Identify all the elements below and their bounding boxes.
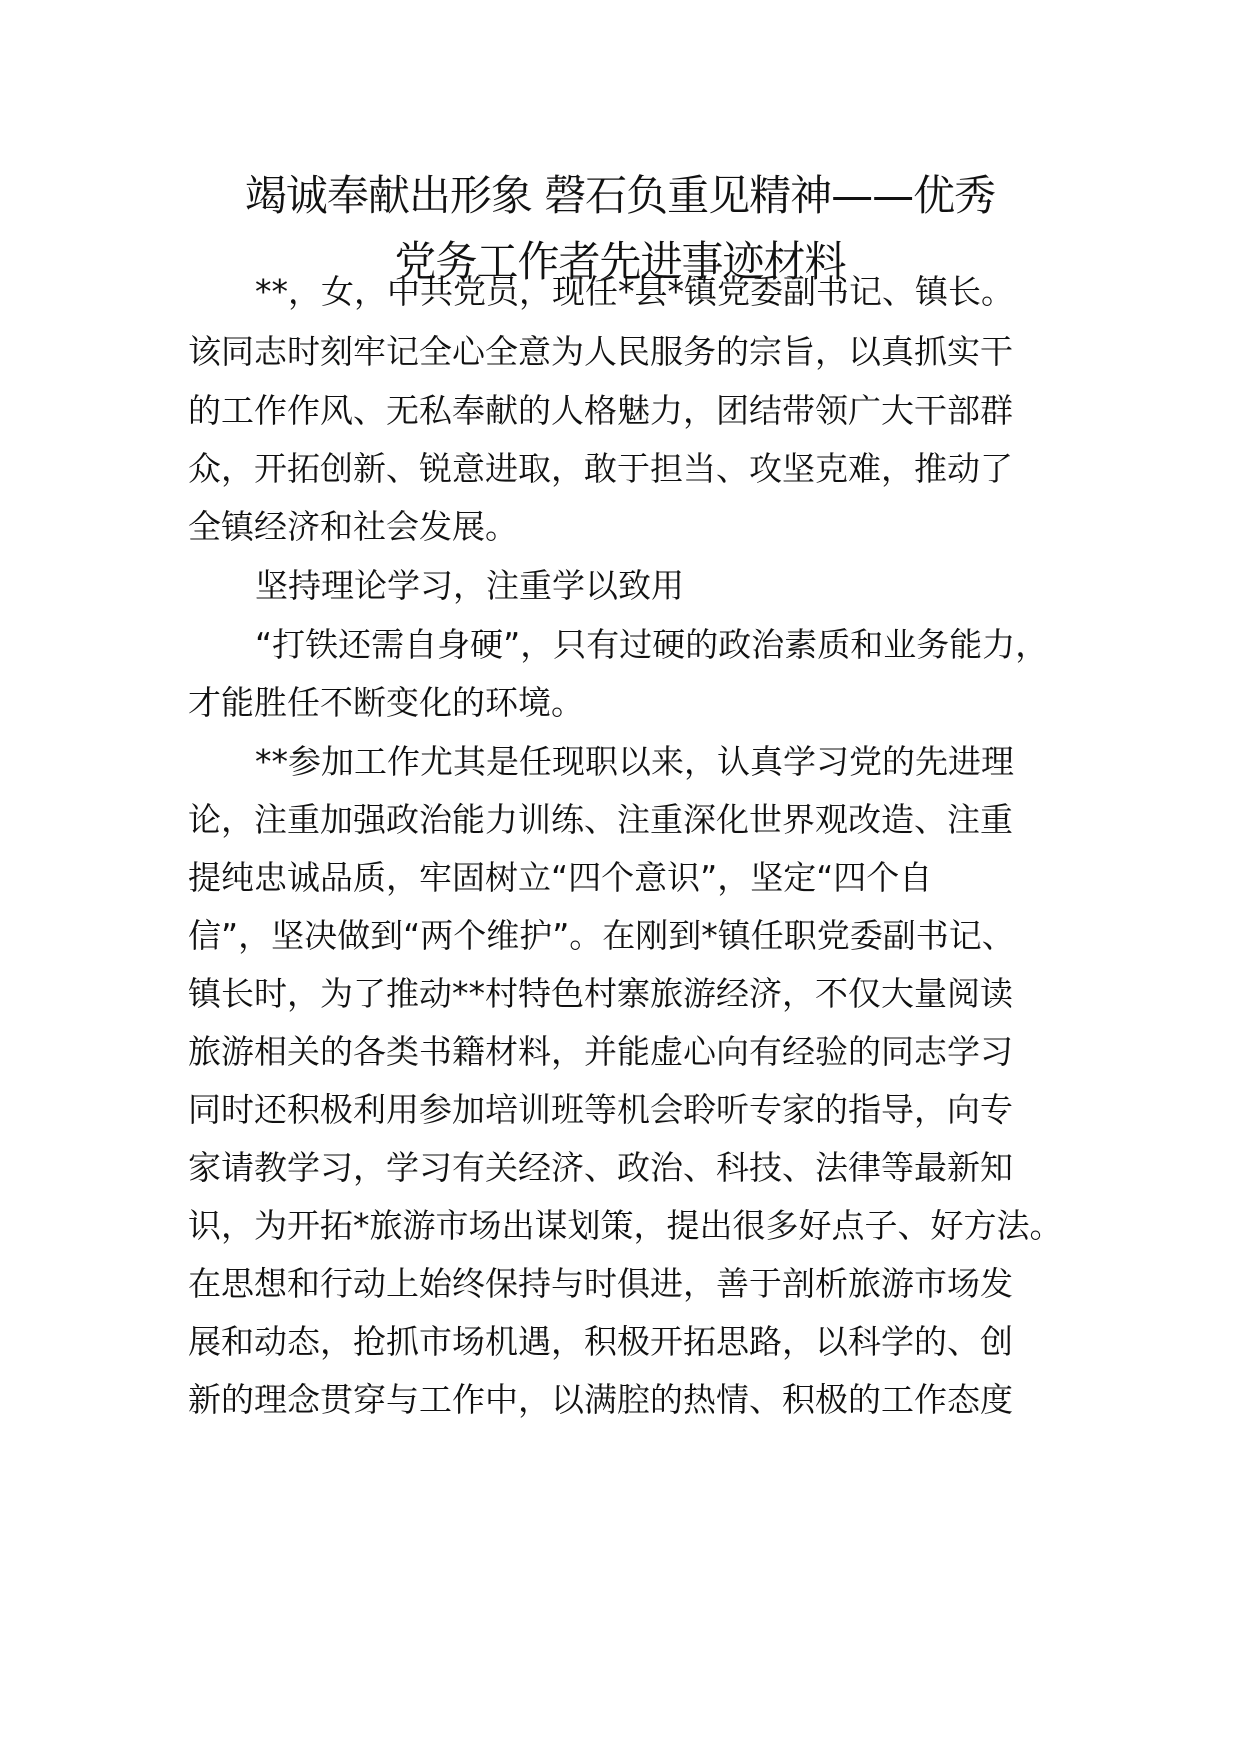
body-line: 论，注重加强政治能力训练、注重深化世界观改造、注重: [188, 800, 1013, 839]
section-heading: 坚持理论学习，注重学以致用: [255, 566, 684, 605]
body-line: 全镇经济和社会发展。: [188, 507, 518, 546]
body-line: 镇长时，为了推动**村特色村寨旅游经济，不仅大量阅读: [188, 974, 1013, 1013]
body-line: 信”，坚决做到“两个维护”。在刚到*镇任职党委副书记、: [188, 916, 1015, 955]
document-title-line-1: 竭诚奉献出形象 磬石负重见精神——优秀: [244, 171, 996, 220]
body-line: 识，为开拓*旅游市场出谋划策，提出很多好点子、好方法。: [188, 1206, 1063, 1245]
body-line: 家请教学习，学习有关经济、政治、科技、法律等最新知: [188, 1148, 1013, 1187]
body-line: 同时还积极利用参加培训班等机会聆听专家的指导，向专: [188, 1090, 1013, 1129]
body-line: **参加工作尤其是任现职以来，认真学习党的先进理: [255, 742, 1014, 781]
body-line: “打铁还需自身硬”，只有过硬的政治素质和业务能力，: [255, 625, 1049, 664]
body-line: 在思想和行动上始终保持与时俱进，善于剖析旅游市场发: [188, 1264, 1013, 1303]
body-line: 旅游相关的各类书籍材料，并能虚心向有经验的同志学习: [188, 1032, 1013, 1071]
body-line: 才能胜任不断变化的环境。: [188, 683, 584, 722]
body-line: 提纯忠诚品质，牢固树立“四个意识”，坚定“四个自: [188, 858, 933, 897]
body-line: **，女，中共党员，现任*县*镇党委副书记、镇长。: [255, 272, 1014, 311]
body-line: 展和动态，抢抓市场机遇，积极开拓思路，以科学的、创: [188, 1322, 1013, 1361]
document-title-line-2: 党务工作者先进事迹材料: [394, 237, 846, 286]
body-line: 新的理念贯穿与工作中，以满腔的热情、积极的工作态度: [188, 1380, 1013, 1419]
body-line: 该同志时刻牢记全心全意为人民服务的宗旨，以真抓实干: [188, 332, 1013, 371]
body-line: 众，开拓创新、锐意进取，敢于担当、攻坚克难，推动了: [188, 449, 1013, 488]
body-line: 的工作作风、无私奉献的人格魅力，团结带领广大干部群: [188, 391, 1013, 430]
